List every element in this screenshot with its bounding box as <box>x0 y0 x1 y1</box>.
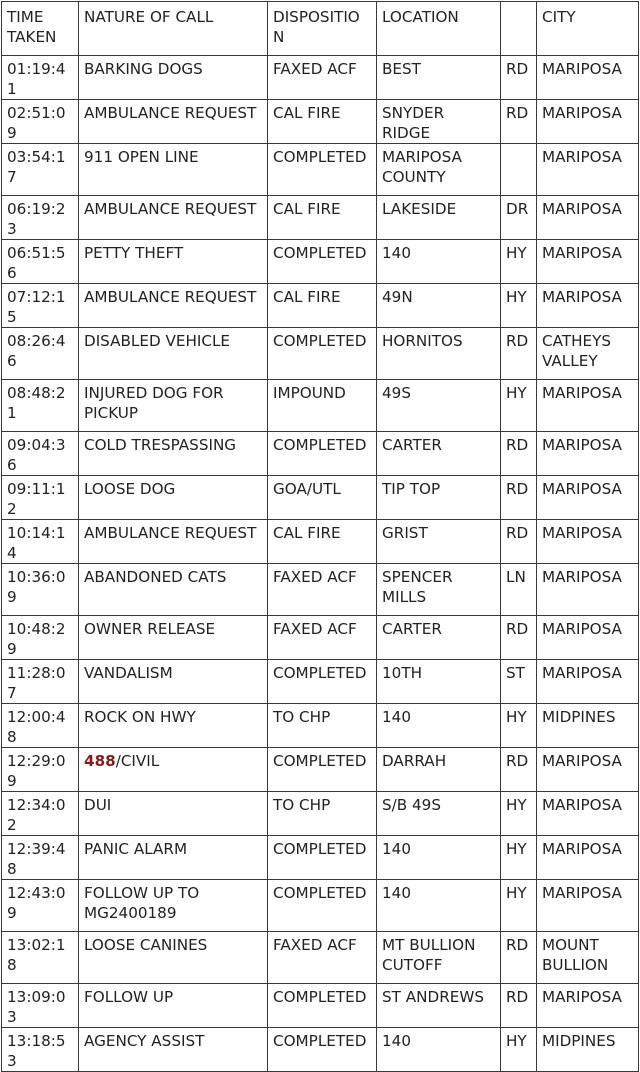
cell-time: 09:04:36 <box>2 432 79 476</box>
cell-suffix: HY <box>501 880 537 932</box>
cell-time: 10:14:14 <box>2 520 79 564</box>
cell-location: 140 <box>377 240 501 284</box>
cell-nature <box>79 748 268 792</box>
cell-city: MARIPOSA <box>537 660 639 704</box>
cell-suffix <box>501 144 537 196</box>
cell-location: ST ANDREWS <box>377 984 501 1028</box>
table-row <box>2 792 639 836</box>
cell-disposition: TO CHP <box>268 704 377 748</box>
cell-disposition: CAL FIRE <box>268 520 377 564</box>
cell-suffix: RD <box>501 56 537 100</box>
cell-city: MARIPOSA <box>537 432 639 476</box>
cell-nature: PANIC ALARM <box>79 836 268 880</box>
cell-city: MARIPOSA <box>537 56 639 100</box>
cell-suffix: LN <box>501 564 537 616</box>
incident-code: 488 <box>84 752 116 770</box>
cell-disposition: COMPLETED <box>268 748 377 792</box>
cell-time: 06:51:56 <box>2 240 79 284</box>
cell-disposition: CAL FIRE <box>268 100 377 144</box>
cell-suffix: RD <box>501 100 537 144</box>
cell-suffix: RD <box>501 984 537 1028</box>
table-row <box>2 520 639 564</box>
cell-location: MARIPOSA COUNTY <box>377 144 501 196</box>
cell-time: 11:28:07 <box>2 660 79 704</box>
cell-suffix: RD <box>501 616 537 660</box>
header-time-taken: TIME TAKEN <box>2 2 79 56</box>
cell-city: MARIPOSA <box>537 380 639 432</box>
header-disposition: DISPOSITION <box>268 2 377 56</box>
cell-location: TIP TOP <box>377 476 501 520</box>
cell-nature: DUI <box>79 792 268 836</box>
cell-city: MARIPOSA <box>537 520 639 564</box>
table-row <box>2 660 639 704</box>
cell-time: 01:19:41 <box>2 56 79 100</box>
header-row <box>2 2 639 56</box>
cell-nature: DISABLED VEHICLE <box>79 328 268 380</box>
table-row <box>2 476 639 520</box>
cell-city: MIDPINES <box>537 704 639 748</box>
cell-time: 09:11:12 <box>2 476 79 520</box>
cell-disposition: FAXED ACF <box>268 564 377 616</box>
cell-location: 140 <box>377 704 501 748</box>
cell-time: 12:43:09 <box>2 880 79 932</box>
cell-nature: PETTY THEFT <box>79 240 268 284</box>
cell-time: 10:48:29 <box>2 616 79 660</box>
table-row <box>2 836 639 880</box>
cell-disposition: COMPLETED <box>268 432 377 476</box>
cell-city: MARIPOSA <box>537 284 639 328</box>
cell-time: 12:39:48 <box>2 836 79 880</box>
table-row <box>2 932 639 984</box>
cell-time: 03:54:17 <box>2 144 79 196</box>
cell-suffix: RD <box>501 432 537 476</box>
cell-nature: ABANDONED CATS <box>79 564 268 616</box>
header-city: CITY <box>537 2 639 56</box>
cell-city: MARIPOSA <box>537 616 639 660</box>
cell-city: MARIPOSA <box>537 144 639 196</box>
table-row <box>2 984 639 1028</box>
cell-suffix: RD <box>501 328 537 380</box>
table-row <box>2 380 639 432</box>
cell-location: HORNITOS <box>377 328 501 380</box>
cell-city: MOUNT BULLION <box>537 932 639 984</box>
table-row <box>2 240 639 284</box>
table-row <box>2 144 639 196</box>
cell-city: CATHEYS VALLEY <box>537 328 639 380</box>
header-street-suffix <box>501 2 537 56</box>
cell-disposition: COMPLETED <box>268 328 377 380</box>
cell-disposition: CAL FIRE <box>268 284 377 328</box>
cell-city: MARIPOSA <box>537 836 639 880</box>
cell-time: 06:19:23 <box>2 196 79 240</box>
cell-time: 07:12:15 <box>2 284 79 328</box>
cell-suffix: HY <box>501 836 537 880</box>
cell-city: MARIPOSA <box>537 880 639 932</box>
cell-nature: AGENCY ASSIST <box>79 1028 268 1072</box>
header-location: LOCATION <box>377 2 501 56</box>
cell-location: CARTER <box>377 616 501 660</box>
cell-time: 02:51:09 <box>2 100 79 144</box>
cell-location: 140 <box>377 836 501 880</box>
cell-disposition: COMPLETED <box>268 984 377 1028</box>
cell-location: LAKESIDE <box>377 196 501 240</box>
cell-location: 49N <box>377 284 501 328</box>
cell-city: MARIPOSA <box>537 748 639 792</box>
cell-suffix: HY <box>501 704 537 748</box>
cell-time: 12:00:48 <box>2 704 79 748</box>
cell-location: SNYDER RIDGE <box>377 100 501 144</box>
table-row <box>2 880 639 932</box>
cell-disposition: COMPLETED <box>268 240 377 284</box>
table-row <box>2 328 639 380</box>
table-row <box>2 196 639 240</box>
table-row <box>2 284 639 328</box>
cell-time: 10:36:09 <box>2 564 79 616</box>
cell-suffix: RD <box>501 748 537 792</box>
table-row <box>2 432 639 476</box>
cell-nature: AMBULANCE REQUEST <box>79 196 268 240</box>
cell-suffix: HY <box>501 240 537 284</box>
call-log-table <box>1 1 639 1072</box>
cell-nature: COLD TRESPASSING <box>79 432 268 476</box>
cell-disposition: COMPLETED <box>268 880 377 932</box>
cell-time: 12:34:02 <box>2 792 79 836</box>
cell-disposition: FAXED ACF <box>268 932 377 984</box>
table-row <box>2 564 639 616</box>
cell-time: 12:29:09 <box>2 748 79 792</box>
table-row <box>2 748 639 792</box>
cell-location: 49S <box>377 380 501 432</box>
cell-nature: 911 OPEN LINE <box>79 144 268 196</box>
cell-location: BEST <box>377 56 501 100</box>
cell-location: SPENCER MILLS <box>377 564 501 616</box>
cell-nature: BARKING DOGS <box>79 56 268 100</box>
cell-disposition: COMPLETED <box>268 1028 377 1072</box>
cell-city: MARIPOSA <box>537 564 639 616</box>
cell-suffix: DR <box>501 196 537 240</box>
cell-disposition: COMPLETED <box>268 836 377 880</box>
cell-nature: AMBULANCE REQUEST <box>79 100 268 144</box>
table-row <box>2 616 639 660</box>
cell-nature: INJURED DOG FOR PICKUP <box>79 380 268 432</box>
table-row <box>2 100 639 144</box>
cell-disposition: IMPOUND <box>268 380 377 432</box>
cell-suffix: HY <box>501 284 537 328</box>
cell-city: MARIPOSA <box>537 984 639 1028</box>
cell-location: S/B 49S <box>377 792 501 836</box>
cell-nature: AMBULANCE REQUEST <box>79 284 268 328</box>
cell-time: 13:09:03 <box>2 984 79 1028</box>
cell-suffix: HY <box>501 1028 537 1072</box>
cell-location: 140 <box>377 880 501 932</box>
header-nature-of-call: NATURE OF CALL <box>79 2 268 56</box>
cell-nature: FOLLOW UP <box>79 984 268 1028</box>
cell-city: MARIPOSA <box>537 792 639 836</box>
cell-nature: VANDALISM <box>79 660 268 704</box>
cell-disposition: GOA/UTL <box>268 476 377 520</box>
cell-disposition: TO CHP <box>268 792 377 836</box>
cell-location: CARTER <box>377 432 501 476</box>
cell-time: 13:18:53 <box>2 1028 79 1072</box>
cell-suffix: ST <box>501 660 537 704</box>
cell-city: MARIPOSA <box>537 100 639 144</box>
cell-suffix: HY <box>501 792 537 836</box>
cell-time: 13:02:18 <box>2 932 79 984</box>
cell-nature: OWNER RELEASE <box>79 616 268 660</box>
cell-suffix: RD <box>501 520 537 564</box>
cell-location: 10TH <box>377 660 501 704</box>
cell-location: 140 <box>377 1028 501 1072</box>
cell-time: 08:48:21 <box>2 380 79 432</box>
nature-text: /CIVIL <box>115 752 160 770</box>
cell-suffix: RD <box>501 932 537 984</box>
cell-disposition: FAXED ACF <box>268 616 377 660</box>
cell-time: 08:26:46 <box>2 328 79 380</box>
cell-location: DARRAH <box>377 748 501 792</box>
cell-nature: ROCK ON HWY <box>79 704 268 748</box>
cell-nature: LOOSE DOG <box>79 476 268 520</box>
cell-disposition: FAXED ACF <box>268 56 377 100</box>
cell-location: GRIST <box>377 520 501 564</box>
cell-city: MIDPINES <box>537 1028 639 1072</box>
cell-suffix: RD <box>501 476 537 520</box>
cell-city: MARIPOSA <box>537 476 639 520</box>
cell-nature: LOOSE CANINES <box>79 932 268 984</box>
cell-disposition: COMPLETED <box>268 144 377 196</box>
cell-nature: AMBULANCE REQUEST <box>79 520 268 564</box>
cell-suffix: HY <box>501 380 537 432</box>
table-row <box>2 704 639 748</box>
cell-location: MT BULLION CUTOFF <box>377 932 501 984</box>
table-row <box>2 1028 639 1072</box>
cell-city: MARIPOSA <box>537 196 639 240</box>
cell-disposition: COMPLETED <box>268 660 377 704</box>
cell-nature: FOLLOW UP TO MG2400189 <box>79 880 268 932</box>
cell-city: MARIPOSA <box>537 240 639 284</box>
table-row <box>2 56 639 100</box>
cell-disposition: CAL FIRE <box>268 196 377 240</box>
